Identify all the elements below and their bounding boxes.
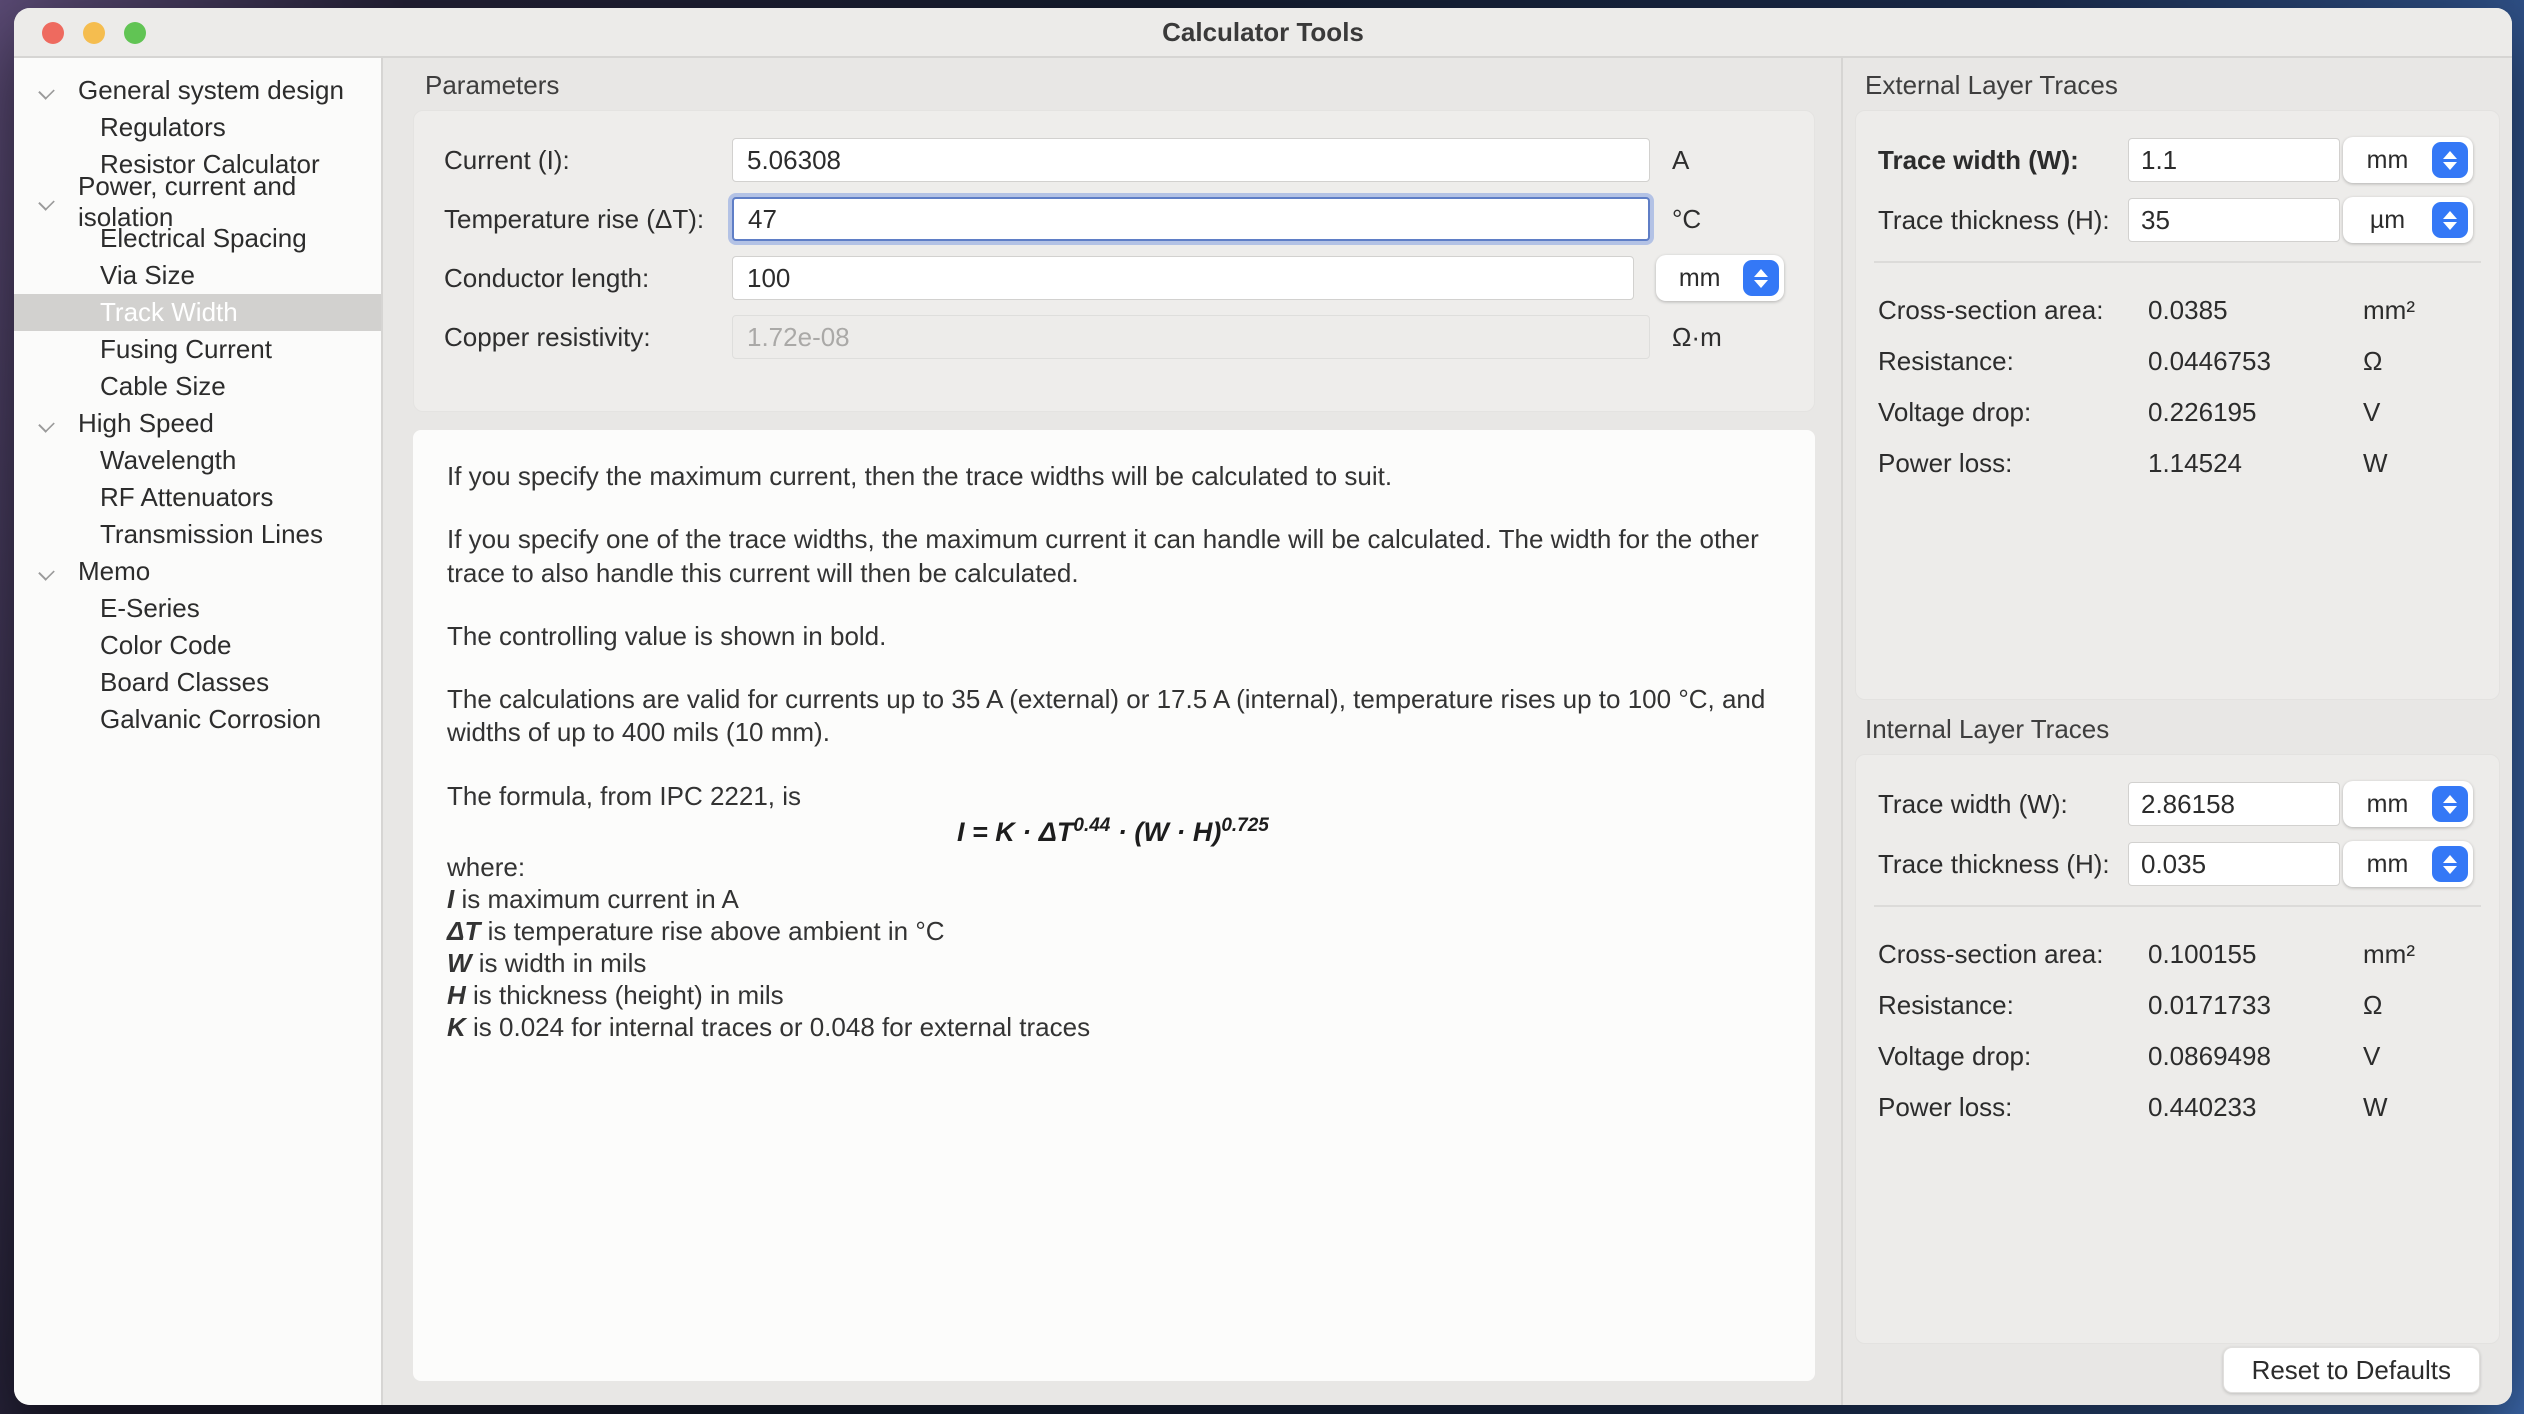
unit-stepper-icon[interactable] xyxy=(2432,142,2468,178)
calculator-tools-window xyxy=(14,8,2512,1405)
copper-resistivity-row xyxy=(444,314,1784,360)
tree-item-transmission-lines[interactable]: Transmission Lines xyxy=(100,519,324,549)
definition-h: H is thickness (height) in mils xyxy=(447,979,784,1010)
current-label: Current (I): xyxy=(444,144,570,175)
copper-resistivity-input xyxy=(732,315,1650,359)
internal-traces-section-label: Internal Layer Traces xyxy=(1865,714,2110,744)
chevron-down-icon[interactable] xyxy=(38,194,55,211)
internal-trace-width-unit-dropdown[interactable]: mm xyxy=(2343,781,2473,827)
parameters-section-label: Parameters xyxy=(425,70,560,100)
external-trace-thickness-row xyxy=(1878,197,2477,243)
tree-item-high-speed[interactable]: High Speed xyxy=(14,405,381,442)
tree-item-track-width[interactable]: Track Width xyxy=(14,294,381,331)
temperature-rise-label: Temperature rise (ΔT): xyxy=(444,203,705,234)
internal-trace-width-row xyxy=(1878,781,2477,827)
internal-result-row: Voltage drop: 0.0869498 V xyxy=(1878,1041,2381,1071)
calculator-tree-sidebar xyxy=(14,58,383,1405)
conductor-length-label: Conductor length: xyxy=(444,262,650,293)
internal-traces-group-box xyxy=(1855,754,2500,1344)
internal-trace-width-label: Trace width (W): xyxy=(1878,788,2068,819)
copper-resistivity-label: Copper resistivity: xyxy=(444,321,651,352)
track-width-main-panel xyxy=(383,58,1841,1405)
formula-intro: The formula, from IPC 2221, is xyxy=(447,780,802,811)
tree-item-fusing-current[interactable]: Fusing Current xyxy=(100,334,272,364)
tree-item-memo[interactable]: Memo xyxy=(14,553,381,590)
title-bar xyxy=(14,8,2512,58)
external-trace-thickness-unit-dropdown[interactable]: µm xyxy=(2343,197,2473,243)
tree-item-electrical-spacing[interactable]: Electrical Spacing xyxy=(100,223,307,253)
minimize-button[interactable] xyxy=(83,22,105,44)
internal-trace-thickness-label: Trace thickness (H): xyxy=(1878,848,2110,879)
temperature-rise-row xyxy=(444,196,1784,242)
tree-item-power-current-isolation[interactable]: Power, current and isolation xyxy=(14,183,381,220)
divider xyxy=(1874,905,2481,907)
where-label: where: xyxy=(447,851,526,882)
internal-trace-thickness-unit-dropdown[interactable]: mm xyxy=(2343,841,2473,887)
unit-stepper-icon[interactable] xyxy=(2432,786,2468,822)
tree-item-board-classes[interactable]: Board Classes xyxy=(100,667,270,697)
chevron-down-icon[interactable] xyxy=(38,564,55,581)
internal-trace-thickness-input[interactable] xyxy=(2128,842,2340,886)
external-result-row: Resistance: 0.0446753 Ω xyxy=(1878,346,2383,376)
conductor-length-unit-dropdown[interactable]: mm xyxy=(1656,255,1784,301)
divider xyxy=(1874,261,2481,263)
tree-item-cable-size[interactable]: Cable Size xyxy=(100,371,226,401)
close-button[interactable] xyxy=(42,22,64,44)
chevron-down-icon[interactable] xyxy=(38,83,55,100)
external-result-row: Voltage drop: 0.226195 V xyxy=(1878,397,2381,427)
definition-k: K is 0.024 for internal traces or 0.048 for external traces xyxy=(447,1011,1091,1042)
external-trace-width-input[interactable] xyxy=(2128,138,2340,182)
external-trace-width-row xyxy=(1878,137,2477,183)
help-paragraph: If you specify the maximum current, then the trace widths will be calculated to suit. xyxy=(447,461,1393,491)
unit-stepper-icon[interactable] xyxy=(2432,846,2468,882)
help-paragraph: The controlling value is shown in bold. xyxy=(447,620,887,651)
tree-item-wavelength[interactable]: Wavelength xyxy=(100,445,237,475)
conductor-length-row xyxy=(444,255,1784,301)
tree-item-e-series[interactable]: E-Series xyxy=(100,593,200,623)
tree-item-color-code[interactable]: Color Code xyxy=(100,630,232,660)
external-trace-width-label: Trace width (W): xyxy=(1878,144,2079,175)
traffic-lights xyxy=(42,22,146,44)
ipc2221-formula: $I = K \cdot \Delta T^{0.44} \cdot (W \cdot H)^{0.725}$ xyxy=(957,814,1269,847)
copper-resistivity-unit: Ω·m xyxy=(1672,321,1722,352)
reset-to-defaults-button[interactable]: Reset to Defaults xyxy=(2223,1347,2480,1393)
internal-result-row: Power loss: 0.440233 W xyxy=(1878,1092,2388,1122)
external-trace-thickness-label: Trace thickness (H): xyxy=(1878,204,2110,235)
tree-item-resistor-calculator[interactable]: Resistor Calculator xyxy=(100,149,320,179)
internal-trace-width-input[interactable] xyxy=(2128,782,2340,826)
internal-result-row: Resistance: 0.0171733 Ω xyxy=(1878,990,2383,1020)
parameters-group-box xyxy=(413,110,1815,412)
internal-result-row: Cross-section area: 0.100155 mm² xyxy=(1878,939,2415,969)
external-result-row: Power loss: 1.14524 W xyxy=(1878,448,2388,478)
window-title: Calculator Tools xyxy=(1162,17,1364,47)
tree-item-galvanic-corrosion[interactable]: Galvanic Corrosion xyxy=(100,704,322,734)
unit-stepper-icon[interactable] xyxy=(2432,202,2468,238)
definition-w: W is width in mils xyxy=(447,947,647,978)
help-paragraph: The calculations are valid for currents up to 35 A (external) or 17.5 A (internal), temperature rises up to 100 °C, and widths of up to 400 mils (10 mm). xyxy=(447,684,1766,748)
current-input[interactable] xyxy=(732,138,1650,182)
tree-item-rf-attenuators[interactable]: RF Attenuators xyxy=(100,482,274,512)
external-traces-group-box xyxy=(1855,110,2500,700)
external-result-row: Cross-section area: 0.0385 mm² xyxy=(1878,295,2415,325)
current-unit: A xyxy=(1672,144,1690,175)
external-traces-section-label: External Layer Traces xyxy=(1865,70,2118,100)
zoom-button[interactable] xyxy=(124,22,146,44)
temperature-rise-input[interactable] xyxy=(732,197,1650,241)
help-text-box xyxy=(413,430,1815,1381)
external-trace-thickness-input[interactable] xyxy=(2128,198,2340,242)
definition-dt: ΔT is temperature rise above ambient in °C xyxy=(447,915,945,946)
layer-traces-panel xyxy=(1841,58,2512,1405)
conductor-length-input[interactable] xyxy=(732,256,1634,300)
external-trace-width-unit-dropdown[interactable]: mm xyxy=(2343,137,2473,183)
unit-stepper-icon[interactable] xyxy=(1743,260,1779,296)
chevron-down-icon[interactable] xyxy=(38,416,55,433)
tree-item-regulators[interactable]: Regulators xyxy=(100,112,226,142)
temperature-rise-unit: °C xyxy=(1672,203,1702,234)
help-paragraph: If you specify one of the trace widths, the maximum current it can handle will be calculated. The width for the other trace to also handle this current will then be calculated. xyxy=(447,524,1759,588)
current-row xyxy=(444,137,1784,183)
internal-trace-thickness-row xyxy=(1878,841,2477,887)
tree-item-general-system-design[interactable]: General system design xyxy=(14,72,381,109)
definition-i: I is maximum current in A xyxy=(447,883,739,914)
tree-item-via-size[interactable]: Via Size xyxy=(100,260,195,290)
